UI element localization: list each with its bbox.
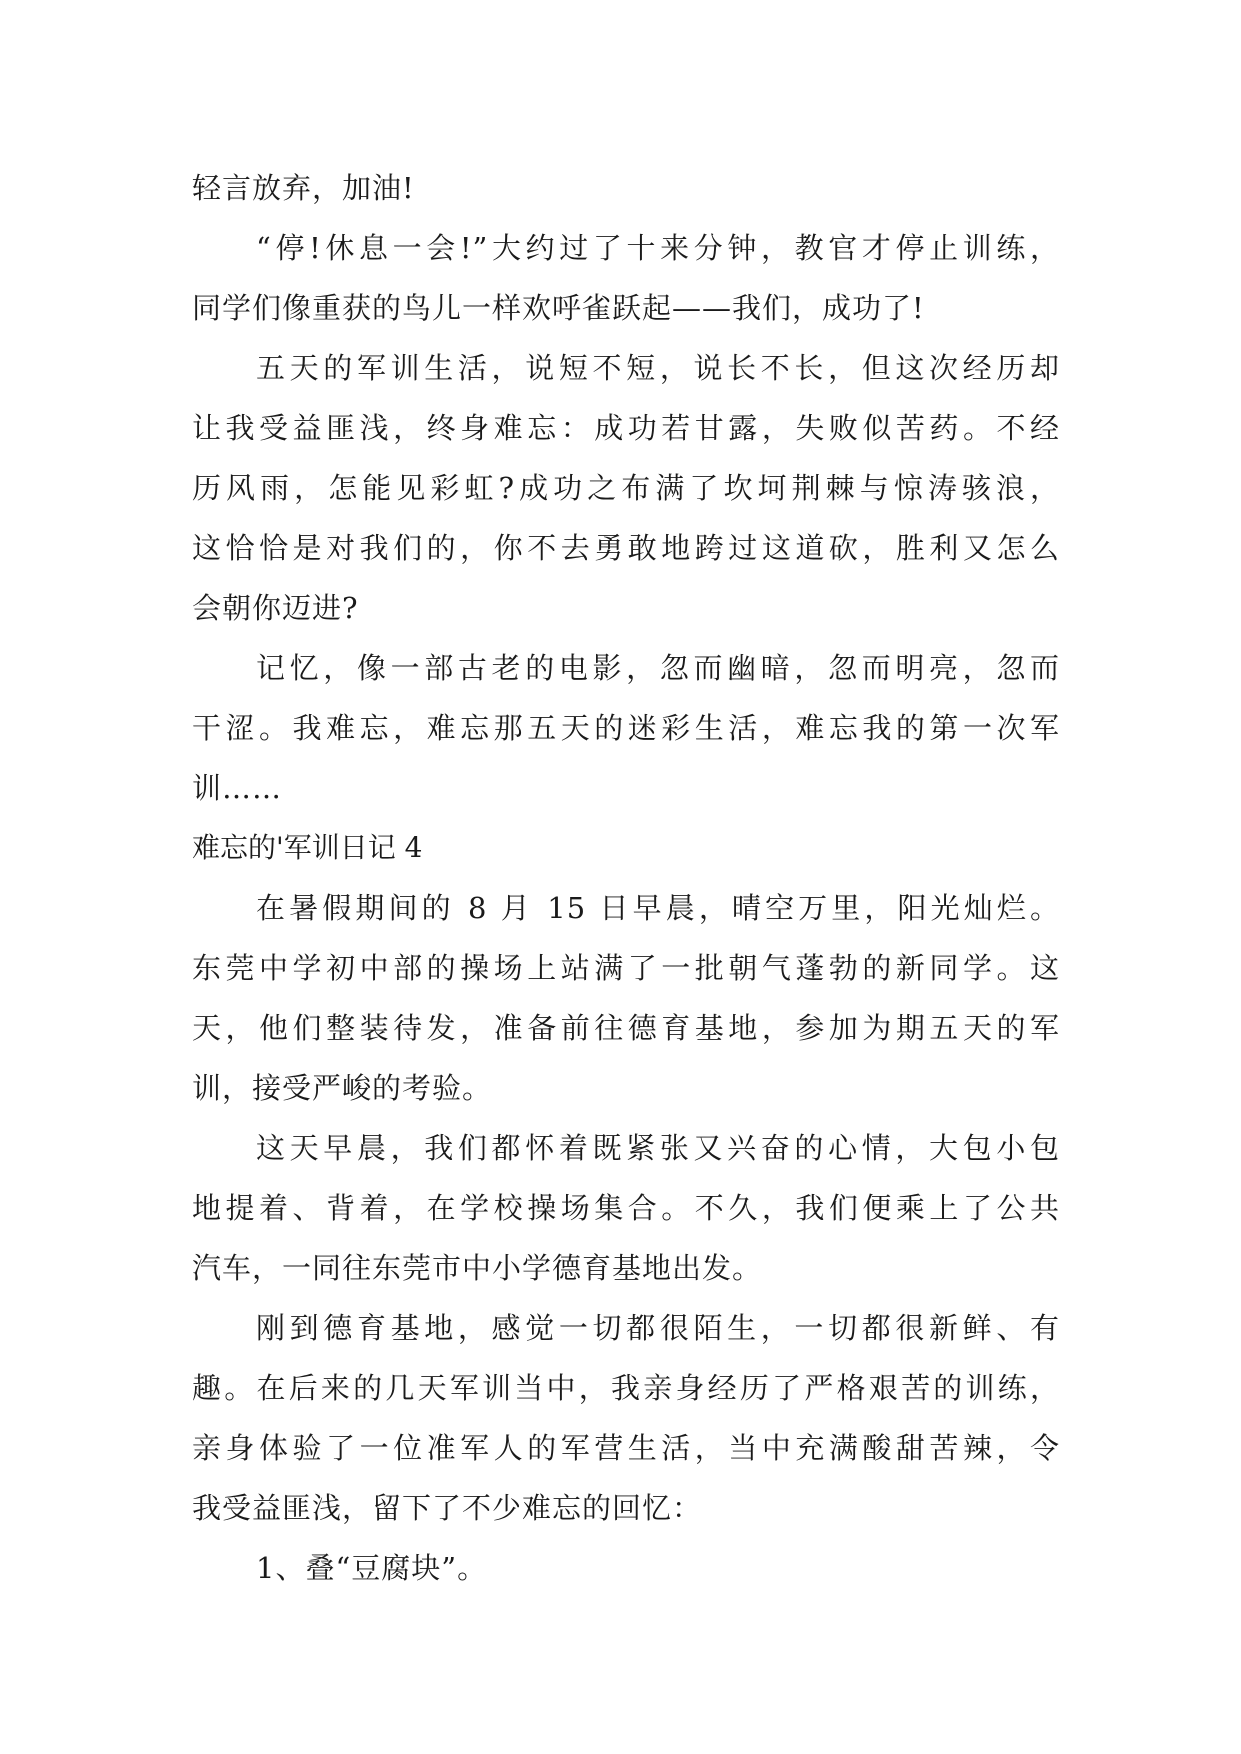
- text-line: 记忆，像一部古老的电影，忽而幽暗，忽而明亮，忽而: [256, 651, 1060, 685]
- text-line: “停!休息一会!”大约过了十来分钟，教官才停止训练，: [256, 231, 1060, 265]
- text-line: 在暑假期间的 8 月 15 日早晨，晴空万里，阳光灿烂。: [256, 891, 1060, 925]
- text-line: 轻言放弃，加油!: [192, 171, 415, 205]
- text-line: 亲身体验了一位准军人的军营生活，当中充满酸甜苦辣，令: [192, 1431, 1060, 1465]
- text-line: 我受益匪浅，留下了不少难忘的回忆：: [192, 1491, 703, 1525]
- text-line: 五天的军训生活，说短不短，说长不长，但这次经历却: [256, 351, 1060, 385]
- text-line: 干涩。我难忘，难忘那五天的迷彩生活，难忘我的第一次军: [192, 711, 1060, 745]
- text-line: 天，他们整装待发，准备前往德育基地，参加为期五天的军: [192, 1011, 1060, 1045]
- text-line: 趣。在后来的几天军训当中，我亲身经历了严格艰苦的训练，: [192, 1371, 1060, 1405]
- text-line: 训，接受严峻的考验。: [192, 1071, 493, 1105]
- text-line: 刚到德育基地，感觉一切都很陌生，一切都很新鲜、有: [256, 1311, 1060, 1345]
- text-line: 这恰恰是对我们的，你不去勇敢地跨过这道砍，胜利又怎么: [192, 531, 1060, 565]
- text-line: 同学们像重获的鸟儿一样欢呼雀跃起——我们，成功了!: [192, 291, 925, 325]
- section-heading: 难忘的'军训日记 4: [192, 831, 423, 864]
- text-line: 1、叠“豆腐块”。: [256, 1551, 488, 1585]
- text-line: 会朝你迈进?: [192, 591, 359, 625]
- text-line: 东莞中学初中部的操场上站满了一批朝气蓬勃的新同学。这: [192, 951, 1060, 985]
- text-line: 地提着、背着，在学校操场集合。不久，我们便乘上了公共: [192, 1191, 1060, 1225]
- document-page: [192, 158, 1060, 1598]
- text-line: 让我受益匪浅，终身难忘：成功若甘露，失败似苦药。不经: [192, 411, 1060, 445]
- text-line: 历风雨，怎能见彩虹?成功之布满了坎坷荆棘与惊涛骇浪，: [192, 471, 1060, 505]
- text-line: 这天早晨，我们都怀着既紧张又兴奋的心情，大包小包: [256, 1131, 1060, 1165]
- text-line: 训……: [192, 771, 283, 805]
- text-line: 汽车，一同往东莞市中小学德育基地出发。: [192, 1251, 763, 1285]
